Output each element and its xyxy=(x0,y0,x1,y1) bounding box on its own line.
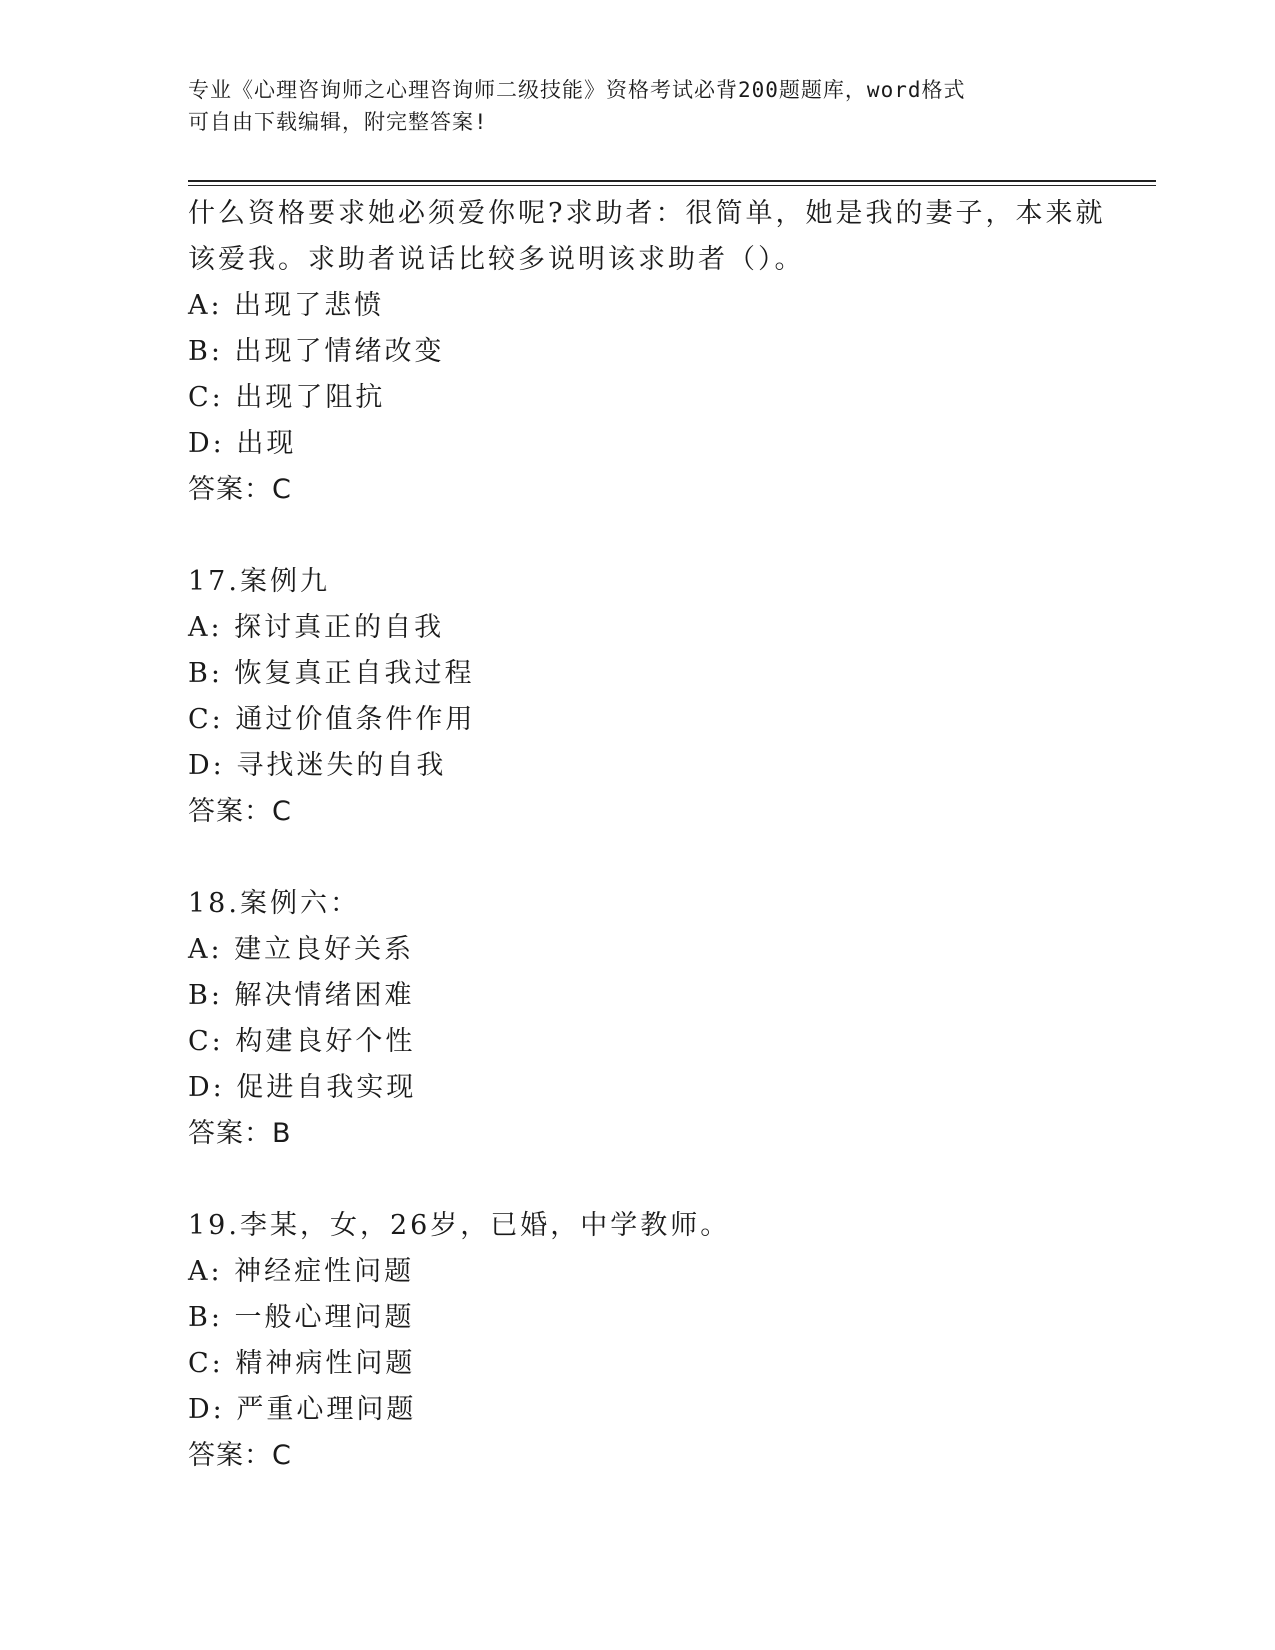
question-spacer xyxy=(188,513,1088,559)
option-d: D: 促进自我实现 xyxy=(188,1072,417,1103)
option-a: A: 建立良好关系 xyxy=(188,934,415,965)
header-title-line-1: 专业《心理咨询师之心理咨询师二级技能》资格考试必背200题题库，word格式 xyxy=(188,78,966,102)
answer-line: 答案：B xyxy=(188,1118,292,1149)
question-block xyxy=(188,881,1088,1157)
option-b: B: 出现了情绪改变 xyxy=(188,336,445,367)
header-title-line-2: 可自由下载编辑，附完整答案! xyxy=(188,110,488,134)
header-divider-thick xyxy=(188,180,1156,182)
option-a: A: 出现了悲愤 xyxy=(188,290,385,321)
question-stem: 该爱我。求助者说话比较多说明该求助者（）。 xyxy=(188,244,805,275)
option-a: A: 探讨真正的自我 xyxy=(188,612,445,643)
option-a: A: 神经症性问题 xyxy=(188,1256,415,1287)
option-b: B: 一般心理问题 xyxy=(188,1302,415,1333)
option-b: B: 解决情绪困难 xyxy=(188,980,415,1011)
option-d: D: 出现 xyxy=(188,428,297,459)
question-list xyxy=(188,191,1106,1479)
option-c: C: 通过价值条件作用 xyxy=(188,704,476,735)
document-header xyxy=(188,74,1088,138)
question-stem: 19.李某，女，26岁，已婚，中学教师。 xyxy=(188,1210,731,1241)
option-b: B: 恢复真正自我过程 xyxy=(188,658,475,689)
option-d: D: 寻找迷失的自我 xyxy=(188,750,447,781)
question-stem: 17.案例九 xyxy=(188,566,330,597)
question-spacer xyxy=(188,1157,1088,1203)
answer-line: 答案：C xyxy=(188,796,292,827)
question-stem: 什么资格要求她必须爱你呢?求助者：很简单，她是我的妻子，本来就 xyxy=(188,198,1106,229)
option-d: D: 严重心理问题 xyxy=(188,1394,417,1425)
header-divider-thin xyxy=(188,185,1156,186)
question-block xyxy=(188,559,1088,835)
question-block xyxy=(188,1203,1088,1479)
option-c: C: 出现了阻抗 xyxy=(188,382,386,413)
option-c: C: 构建良好个性 xyxy=(188,1026,416,1057)
answer-line: 答案：C xyxy=(188,1440,292,1471)
answer-line: 答案：C xyxy=(188,474,292,505)
question-block xyxy=(188,191,1106,513)
option-c: C: 精神病性问题 xyxy=(188,1348,416,1379)
question-spacer xyxy=(188,835,1088,881)
question-stem: 18.案例六： xyxy=(188,888,360,919)
